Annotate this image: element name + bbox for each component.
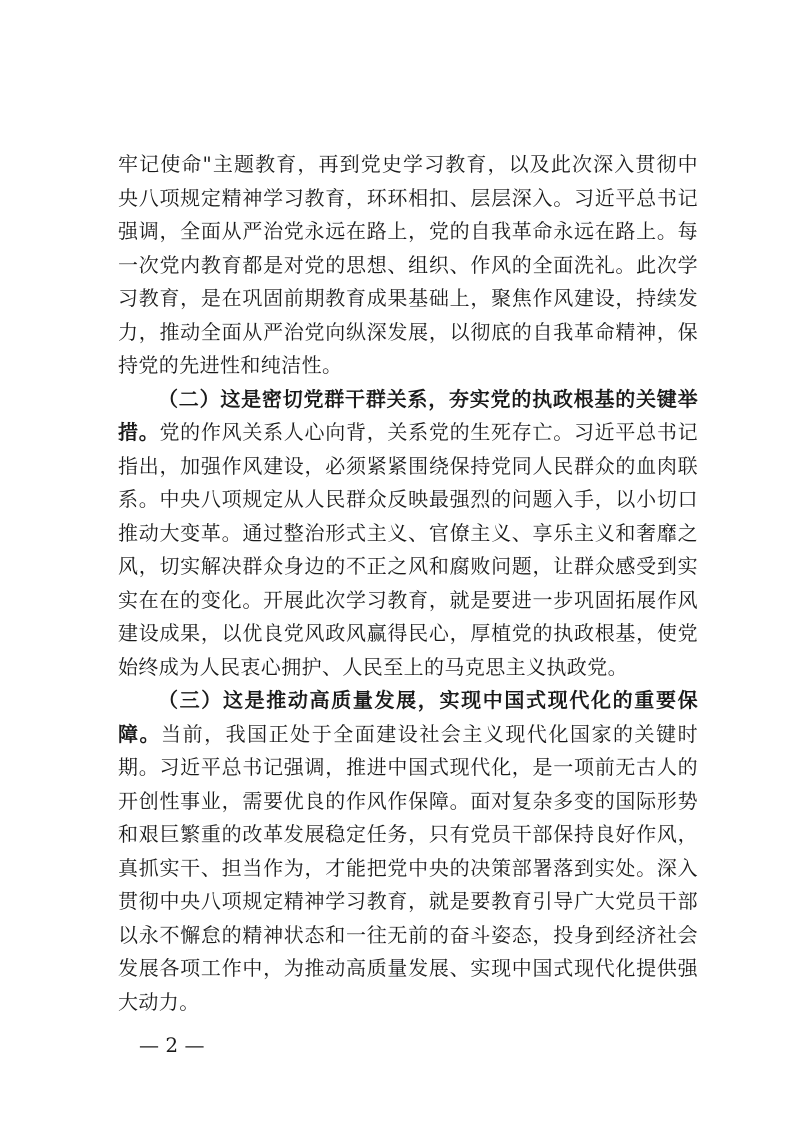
- paragraph-continued: [118, 148, 698, 383]
- document-body: [118, 148, 698, 1019]
- paragraph-section-3: [118, 684, 698, 1019]
- page-number: — 2 —: [139, 1033, 205, 1057]
- paragraph-text: 党的作风关系人心向背，关系党的生死存亡。习近平总书记指出，加强作风建设，必须紧紧围绕保持党同人民群众的血肉联系。中央八项规定从人民群众反映最强烈的问题入手，以小切口推动大变革。通过整治形式主义、官僚主义、享乐主义和奢靡之风，切实解决群众身边的不正之风和腐败问题，让群众感受到实实在在的变化。开展此次学习教育，就是要进一步巩固拓展作风建设成果，以优良党风政风赢得民心，厚植党的执政根基，使党始终成为人民衷心拥护、人民至上的马克思主义执政党。: [118, 420, 698, 679]
- section-3-heading: （三）这是推动高质量发展，实现中国式现代化的重要保障。: [118, 688, 698, 746]
- section-2-heading: （二）这是密切党群干群关系，夯实党的执政根基的关键举措。: [118, 386, 698, 444]
- paragraph-section-2: [118, 383, 698, 685]
- paragraph-text: 当前，我国正处于全面建设社会主义现代化国家的关键时期。习近平总书记强调，推进中国式现代化，是一项前无古人的开创性事业，需要优良的作风作保障。面对复杂多变的国际形势和艰巨繁重的改革发展稳定任务，只有党员干部保持良好作风，真抓实干、担当作为，才能把党中央的决策部署落到实处。深入贯彻中央八项规定精神学习教育，就是要教育引导广大党员干部以永不懈怠的精神状态和一往无前的奋斗姿态，投身到经济社会发展各项工作中，为推动高质量发展、实现中国式现代化提供强大动力。: [118, 721, 698, 1014]
- paragraph-text: 牢记使命"主题教育，再到党史学习教育，以及此次深入贯彻中央八项规定精神学习教育，环环相扣、层层深入。习近平总书记强调，全面从严治党永远在路上，党的自我革命永远在路上。每一次党内教育都是对党的思想、组织、作风的全面洗礼。此次学习教育，是在巩固前期教育成果基础上，聚焦作风建设，持续发力，推动全面从严治党向纵深发展，以彻底的自我革命精神，保持党的先进性和纯洁性。: [118, 152, 698, 377]
